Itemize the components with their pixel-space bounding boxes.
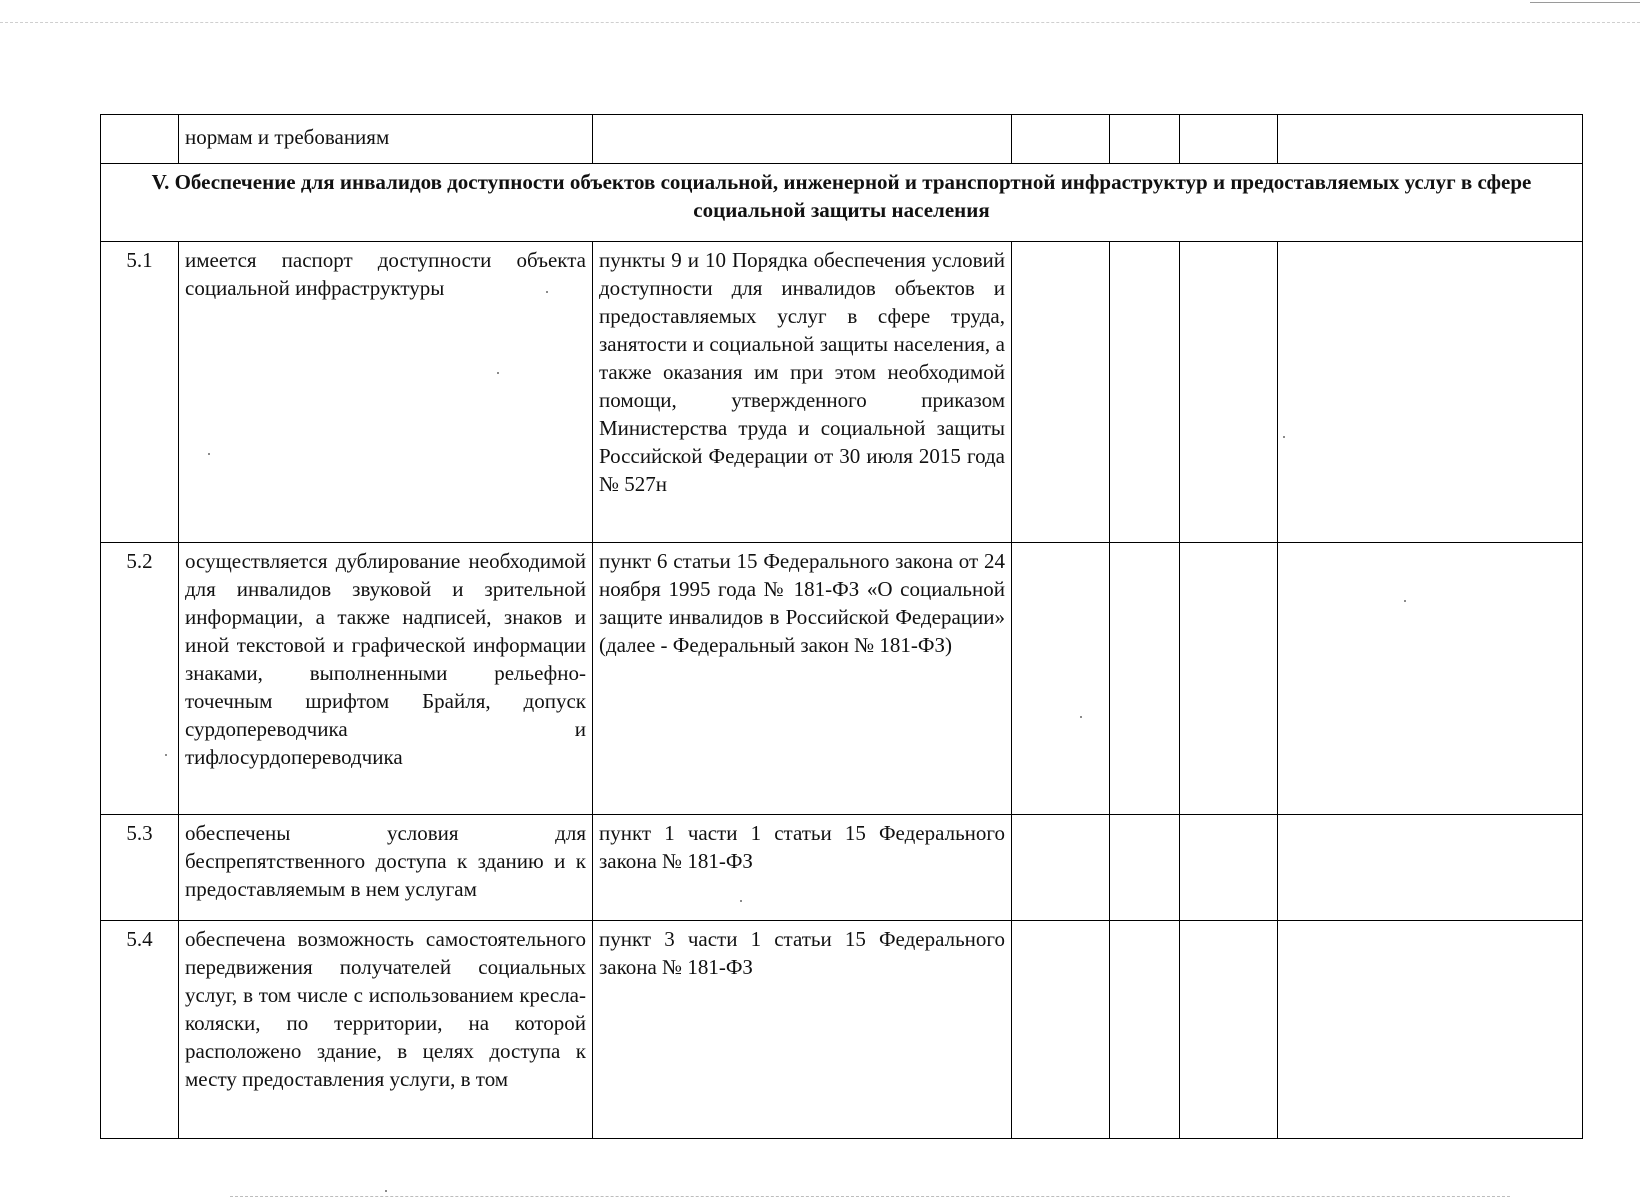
cell-notes <box>1278 543 1583 815</box>
cell-requirement: нормам и требованиям <box>179 115 593 164</box>
inspection-table <box>100 114 1583 1139</box>
cell-yes <box>1012 242 1110 543</box>
table-row <box>101 921 1583 1139</box>
cell-yes <box>1012 921 1110 1139</box>
table-row-continuation <box>101 115 1583 164</box>
cell-na <box>1180 242 1278 543</box>
requirement-text: обеспечены условия для беспрепятственного доступа к зданию и к предоставляемым в нем услугам <box>179 815 593 921</box>
section-header-row <box>101 164 1583 242</box>
cell-na <box>1180 115 1278 164</box>
legal-reference: пункт 1 части 1 статьи 15 Федерального закона № 181-ФЗ <box>593 815 1012 921</box>
cell-no <box>1110 921 1180 1139</box>
cell-notes <box>1278 921 1583 1139</box>
legal-reference: пункт 6 статьи 15 Федерального закона от 24 ноября 1995 года № 181-ФЗ «О социальной защите инвалидов в Российской Федерации» (далее - Федеральный закон № 181-ФЗ) <box>593 543 1012 815</box>
cell-na <box>1180 543 1278 815</box>
requirement-text: имеется паспорт доступности объекта социальной инфраструктуры <box>179 242 593 543</box>
cell-reference <box>593 115 1012 164</box>
table-row <box>101 242 1583 543</box>
row-number: 5.2 <box>101 543 179 815</box>
cell-notes <box>1278 242 1583 543</box>
cell-no <box>1110 242 1180 543</box>
scan-artifact-line <box>0 22 1640 23</box>
cell-yes <box>1012 815 1110 921</box>
row-number: 5.1 <box>101 242 179 543</box>
requirement-text: осуществляется дублирование необходимой для инвалидов звуковой и зрительной информации, а также надписей, знаков и иной текстовой и графической информации знаками, выполненными рельефно-точечным шрифтом Брайля, допуск сурдопереводчика и тифлосурдопереводчика <box>179 543 593 815</box>
cell-yes <box>1012 543 1110 815</box>
cell-notes <box>1278 815 1583 921</box>
legal-reference: пункты 9 и 10 Порядка обеспечения условий доступности для инвалидов объектов и предоставляемых услуг в сфере труда, занятости и социальной защиты населения, а также оказания им при этом необходимой помощи, утвержденного приказом Министерства труда и социальной защиты Российской Федерации от 30 июля 2015 года № 527н <box>593 242 1012 543</box>
requirement-text: обеспечена возможность самостоятельного передвижения получателей социальных услуг, в том числе с использованием кресла-коляски, по территории, на которой расположено здание, в целях доступа к месту предоставления услуги, в том <box>179 921 593 1139</box>
cell-yes <box>1012 115 1110 164</box>
cell-num <box>101 115 179 164</box>
scan-speck <box>385 1190 387 1192</box>
cell-na <box>1180 921 1278 1139</box>
cell-no <box>1110 543 1180 815</box>
legal-reference: пункт 3 части 1 статьи 15 Федерального закона № 181-ФЗ <box>593 921 1012 1139</box>
scan-artifact-line <box>230 1196 1510 1197</box>
table-row <box>101 815 1583 921</box>
cell-no <box>1110 815 1180 921</box>
scan-artifact-line <box>1530 2 1640 3</box>
table-row <box>101 543 1583 815</box>
cell-na <box>1180 815 1278 921</box>
cell-notes <box>1278 115 1583 164</box>
row-number: 5.3 <box>101 815 179 921</box>
cell-no <box>1110 115 1180 164</box>
section-title: V. Обеспечение для инвалидов доступности объектов социальной, инженерной и транспортной инфраструктур и предоставляемых услуг в сфере социальной защиты населения <box>101 164 1583 242</box>
row-number: 5.4 <box>101 921 179 1139</box>
